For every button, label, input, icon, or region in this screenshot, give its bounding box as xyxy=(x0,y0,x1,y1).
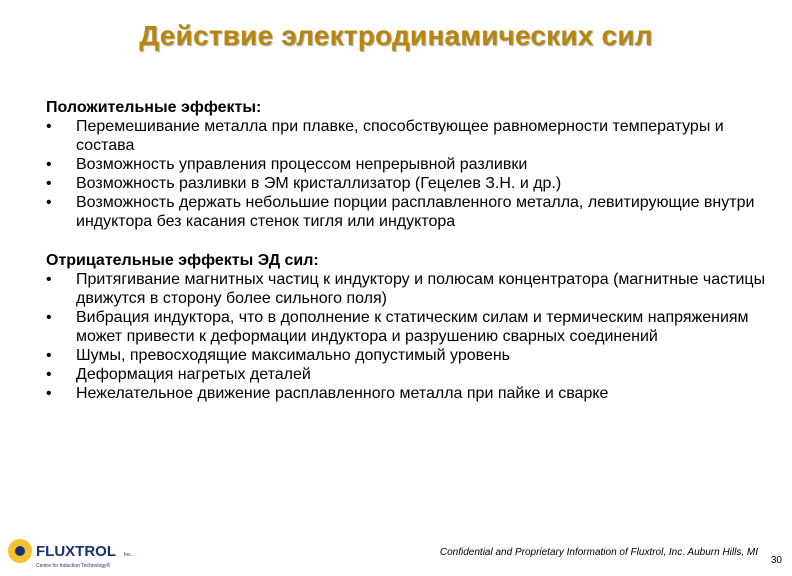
list-item xyxy=(46,384,766,403)
list-item-text: Возможность управления процессом непрерывной разливки xyxy=(76,156,528,173)
positive-effects-list xyxy=(46,117,766,231)
list-item-text: Шумы, превосходящие максимально допустимый уровень xyxy=(76,347,511,364)
logo-tagline: Centre for Induction Technology® xyxy=(36,563,111,569)
list-item xyxy=(46,174,766,193)
list-item xyxy=(46,346,766,365)
list-item-text: Вибрация индуктора, что в дополнение к статическим силам и термическим напряжениям может привести к деформации индуктора и разрушению сварных соединений xyxy=(76,309,749,345)
bullet-icon: • xyxy=(46,385,52,402)
bullet-icon: • xyxy=(46,118,52,135)
list-item-text: Деформация нагретых деталей xyxy=(76,366,311,383)
page-number: 30 xyxy=(770,555,782,566)
logo-text: FLUXTROL xyxy=(36,543,116,560)
bullet-icon: • xyxy=(46,366,52,383)
negative-effects-list xyxy=(46,270,766,403)
bullet-icon: • xyxy=(46,347,52,364)
bullet-icon: • xyxy=(46,175,52,192)
bullet-icon: • xyxy=(46,156,52,173)
list-item-text: Возможность разливки в ЭМ кристаллизатор (Гецелев З.Н. и др.) xyxy=(76,175,562,192)
bullet-icon: • xyxy=(46,194,52,211)
list-item-text: Перемешивание металла при плавке, способствующее равномерности температуры и состава xyxy=(76,118,724,154)
list-item xyxy=(46,270,766,308)
logo-suffix: Inc. xyxy=(124,552,133,558)
confidential-notice: Confidential and Proprietary Information of Fluxtrol, Inc. Auburn Hills, MI xyxy=(439,547,758,558)
list-item-text: Притягивание магнитных частиц к индуктору и полюсам концентратора (магнитные частицы движутся в сторону более сильного поля) xyxy=(76,271,766,307)
list-item-text: Нежелательное движение расплавленного металла при пайке и сварке xyxy=(76,385,609,402)
slide-title: Действие электродинамических сил xyxy=(139,20,653,51)
slide-content xyxy=(46,98,766,403)
fluxtrol-logo xyxy=(6,536,146,570)
list-item xyxy=(46,193,766,231)
positive-effects-section xyxy=(46,98,766,231)
positive-effects-heading: Положительные эффекты: xyxy=(46,99,262,116)
bullet-icon: • xyxy=(46,271,52,288)
list-item xyxy=(46,155,766,174)
list-item xyxy=(46,308,766,346)
list-item xyxy=(46,117,766,155)
logo-center-icon xyxy=(15,546,25,556)
negative-effects-section xyxy=(46,251,766,403)
list-item xyxy=(46,365,766,384)
negative-effects-heading: Отрицательные эффекты ЭД сил: xyxy=(46,252,319,269)
bullet-icon: • xyxy=(46,309,52,326)
list-item-text: Возможность держать небольшие порции расплавленного металла, левитирующие внутри индуктора без касания стенок тигля или индуктора xyxy=(76,194,755,230)
